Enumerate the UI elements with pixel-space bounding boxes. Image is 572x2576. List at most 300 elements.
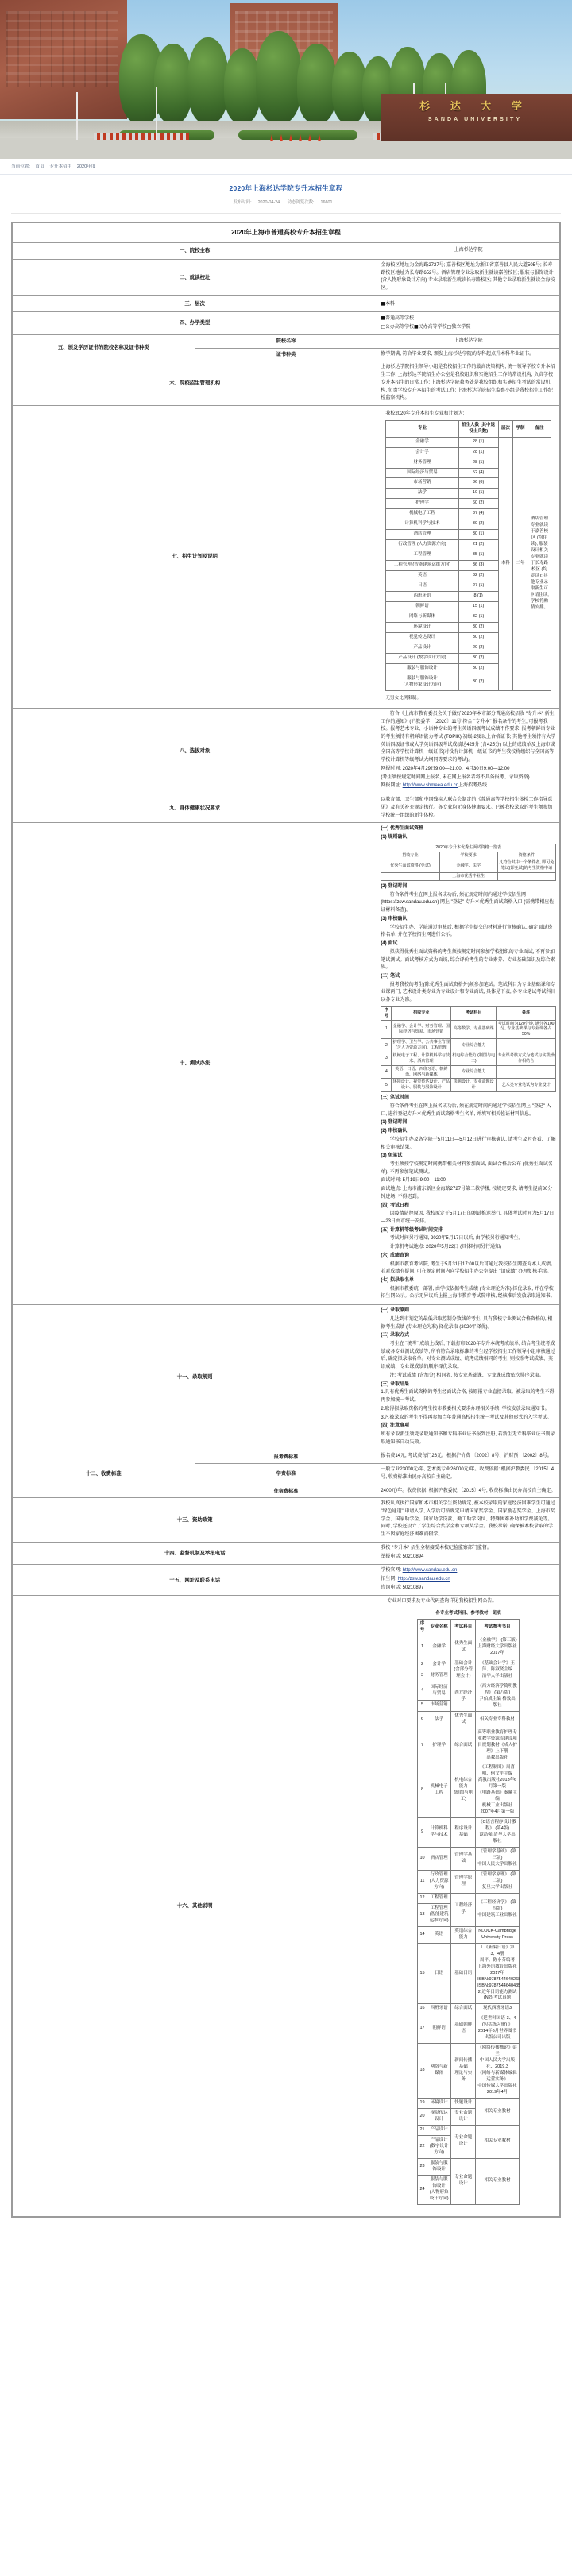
subject-row — [418, 1893, 520, 1903]
row-financial-aid — [13, 1498, 560, 1543]
sup-p1: 我校 "专升本" 招生全程接受本校纪检监察部门监督。 — [381, 1545, 492, 1551]
ar-p5: 2.取得拟录取资格的考生按市教委相关要求办理相关手续, 学校发放录取通知书。 — [381, 1406, 550, 1412]
subject-major: 计算机科学与技术 — [427, 1818, 451, 1848]
subject-book: 《延世韩国语-3、4 (包括练习册) 》 2014年6月世界图书出版公司出版 — [476, 2014, 520, 2044]
exam-cell — [497, 1065, 556, 1079]
hedge-right — [238, 130, 358, 140]
subject-no: 10 — [418, 1848, 427, 1871]
subject-book: 《工程制图》周喜明、何文平主编 高教出版社2013年6月第一版 《电路基础》秦曦主编 机械工业出版社2007年4月第一版 — [476, 1763, 520, 1818]
exam-row — [381, 1065, 556, 1079]
row-other-notes — [13, 1596, 560, 2216]
subject-no: 20 — [418, 2109, 427, 2126]
label-test-methods: 十、测试办法 — [13, 823, 377, 1305]
est-cell — [381, 873, 439, 881]
subject-book: 1.《新编日语》第3、4册 周平、陈小芬编著 上海外语教育出版社2017年ISBN:9787544640268 ISBN:9787544640435 2.近年日语能力测试 (N2) 考试真题 — [476, 1943, 520, 2004]
subject-no: 14 — [418, 1926, 427, 1943]
t-h7: (七) 拟录取名单 — [381, 1278, 414, 1283]
plan-major: 法学 — [386, 489, 458, 499]
subject-reference-table — [417, 1619, 520, 2205]
subject-row — [418, 2044, 520, 2099]
subject-row — [418, 1943, 520, 2004]
plan-count: 36 (3) — [458, 561, 498, 571]
exam-cell: 艺术类专业笔试为专业设计 — [497, 1079, 556, 1092]
subject-major: 机械电子工程 — [427, 1763, 451, 1818]
subject-no: 22 — [418, 2135, 427, 2158]
subject-no: 18 — [418, 2044, 427, 2099]
sub-col-2: 考试科目 — [451, 1620, 476, 1636]
official-site-label: 学校官网: — [381, 1568, 403, 1574]
plan-major: 金融学 — [386, 437, 458, 447]
plan-major: 环境设计 — [386, 623, 458, 633]
exam-row — [381, 1039, 556, 1052]
t-h3-1: (1) 登记时间 — [381, 1120, 408, 1126]
contact-official-line — [381, 1567, 556, 1575]
t-h1-4: (4) 面试 — [381, 941, 398, 947]
exam-cell: 护理学、卫生学、公共事业管理 (含人力资源方向)、工程管理 — [392, 1039, 451, 1052]
label-fee-tuition: 学费标准 — [195, 1464, 377, 1485]
value-financial-aid: 我校认真执行国家和本市相关学生资助规定, 被本校录取的家庭经济困难学生可通过 "绿色通道" 申请入学, 入学后可按规定申请国家奖学金、国家励志奖学金、上海市奖学金、国家助学金、国家助学贷款、勤工助学岗位、特殊困难补助和学费减免等。同时, 学校还设立了学生综合奖学金和专项奖学金。我校承诺: 确保被本校录取的学生不因家庭经济困难而辍学。 — [377, 1498, 560, 1543]
row-school-type — [13, 312, 560, 334]
subject-major: 服装与服饰设计 (人物形象设计方向) — [427, 2175, 451, 2204]
subject-exam: 新闻传播基础 理论与实务 — [451, 2044, 476, 2099]
subject-major: 视觉传达设计 — [427, 2109, 451, 2126]
subject-exam: 专业命题设计 — [451, 2125, 476, 2158]
subject-exam: 综合面试 — [451, 2004, 476, 2014]
plan-count: 27 (1) — [458, 581, 498, 592]
est-col-1: 学校要求 — [439, 852, 497, 859]
label-level: 三、层次 — [13, 295, 377, 312]
row-fee-exam — [13, 1450, 560, 1464]
campus-banner-image — [0, 0, 572, 159]
subject-book: 《基础会计学》王萍、陈淑贤主编 清华大学出版社 — [476, 1659, 520, 1682]
col-remark: 备注 — [528, 420, 551, 437]
value-campus-address: 金海校区地址为金海路2727号; 嘉善校区地址为浙江省嘉善县人民大道505号; 长寿路校区地址为长寿路652号。酒店管理专业录取新生就读嘉善校区; 服装与服饰设计 (含人物形象设计方向) 专业录取新生就读长寿路校区; 其他专业录取新生就读金海校区。 — [377, 260, 560, 296]
subject-major: 朝鲜语 — [427, 2014, 451, 2044]
col-count: 招生人数 (其中退役士兵数) — [458, 420, 498, 437]
eligibility-url-line — [381, 782, 556, 790]
admission-site-link[interactable]: http://zsw.sandau.edu.cn — [397, 1577, 450, 1582]
subject-row — [418, 1682, 520, 1700]
subject-row — [418, 1848, 520, 1871]
excellent-student-table — [381, 844, 556, 881]
exam-cell: 5 — [381, 1079, 392, 1092]
value-fee-dorm: 2400元/年。收费依据: 根据沪教委民 〔2015〕4号, 收费标准由民办高校自主确定。 — [377, 1485, 560, 1498]
subject-no: 21 — [418, 2125, 427, 2135]
subject-book: 《C语言程序设计教程》 (第4版) 谭浩强 清华大学出版社 — [476, 1818, 520, 1848]
subject-exam: 优秀生面试 — [451, 1636, 476, 1659]
subject-no: 9 — [418, 1818, 427, 1848]
value-level: ■本科 — [377, 295, 560, 312]
subject-no: 3 — [418, 1670, 427, 1682]
subject-major: 法学 — [427, 1711, 451, 1728]
subject-row — [418, 2004, 520, 2014]
subject-row — [418, 1871, 520, 1894]
plan-major: 西班牙语 — [386, 592, 458, 602]
plan-major: 工程管理 — [386, 550, 458, 561]
value-contact — [377, 1565, 560, 1596]
plan-count: 60 (2) — [458, 499, 498, 509]
value-school-name: 上海杉达学院 — [377, 243, 560, 260]
t-exam: 报考我校的考生(除优秀生面试资格外)须参加笔试。笔试科目为专业基础课和专业课两门, 艺术设计类专业为专业设计和专业面试, 具体见下表, 各专业笔试考试科目以各专业为准。 — [381, 982, 556, 1003]
subject-no: 5 — [418, 1700, 427, 1711]
subject-book: 《工程经济学》 (第四版) 中国建筑工业出版社 — [476, 1893, 520, 1926]
plan-count: 30 (2) — [458, 519, 498, 530]
subject-book: 相关专业教材 — [476, 2125, 520, 2158]
ar-p6: 3.凡被录取的考生不得再参加当年普通高校招生统一考试及其他形式的入学考试。 — [381, 1415, 552, 1420]
subject-no: 7 — [418, 1728, 427, 1763]
t-h1: (一) 优秀生面试资格 — [381, 826, 423, 832]
subject-book: NLOCK-Cambridge University Press — [476, 1926, 520, 1943]
plan-intro: 我校2020年专升本招生专业和计划为: — [385, 411, 465, 416]
reg-url-link[interactable]: http://www.shmeea.edu.cn — [402, 783, 459, 789]
plan-count: 28 (1) — [458, 437, 498, 447]
reg-url-label: 网报网址: — [381, 783, 403, 789]
subject-major: 网络与新媒体 — [427, 2044, 451, 2099]
official-site-link[interactable]: http://www.sandau.edu.cn — [402, 1568, 458, 1574]
university-name-cn: 杉 达 大 学 — [419, 100, 531, 112]
t-reg: 符合条件考生在网上报名成功后, 须在规定时间内通过学校招生网 (https://zsw.sandau.edu.cn) 网上 "登记" 专升本优秀生面试资格入口 (需携带相应佐证材料备查)。 — [381, 892, 555, 913]
exam-row — [381, 1020, 556, 1039]
exam-subject-table — [381, 1006, 556, 1092]
plan-header-row — [386, 420, 551, 437]
subject-exam: 工程经济学 — [451, 1893, 476, 1926]
breadcrumb-item-category[interactable]: 专升本招生 — [49, 164, 72, 169]
doc-title: 2020年上海市普通高校专升本招生章程 — [13, 223, 560, 243]
row-enrollment-plan — [13, 405, 560, 708]
value-school-type — [377, 312, 560, 334]
exam-cell: 1 — [381, 1020, 392, 1039]
subject-book: 相关专业专科教材 — [476, 1711, 520, 1728]
row-certificate-issuer — [13, 334, 560, 348]
subject-row — [418, 1711, 520, 1728]
row-school-name — [13, 243, 560, 260]
exam-cell: 4 — [381, 1065, 392, 1079]
row-campus-address — [13, 260, 560, 296]
plan-count: 30 (2) — [458, 623, 498, 633]
subject-book: 《金融学》 (第三版) 上海财经大学出版社2017年 — [476, 1636, 520, 1659]
subject-major: 市场营销 — [427, 1700, 451, 1711]
ex-col-3: 备注 — [497, 1006, 556, 1020]
value-enrollment-plan — [377, 405, 560, 708]
views-count: 16601 — [320, 200, 333, 206]
subject-major: 工程管理 — [427, 1893, 451, 1903]
row-admin-org — [13, 361, 560, 406]
breadcrumb-item-home[interactable]: 首页 — [35, 164, 44, 169]
t-t2: 学校招生办及各学院于5月11日—5月12日进行审核确认, 请考生及时查看、了解相关审核结果。 — [381, 1137, 556, 1150]
value-test-methods — [377, 823, 560, 1305]
plan-count: 15 (1) — [458, 602, 498, 612]
plan-major: 机械电子工程 — [386, 509, 458, 519]
value-other-notes — [377, 1596, 560, 2216]
subject-major: 国际经济与贸易 — [427, 1682, 451, 1700]
subject-row — [418, 1659, 520, 1670]
subject-row — [418, 2125, 520, 2135]
plan-footnote: 无男女比例限制。 — [385, 695, 422, 701]
ex-col-0: 序号 — [381, 1006, 392, 1020]
subject-exam: 综合面试 — [451, 1728, 476, 1763]
est-header-row — [381, 852, 556, 859]
subject-book: 相关专业教材 — [476, 2099, 520, 2126]
t-h4: (四) 考试日程 — [381, 1203, 409, 1208]
eligibility-p1: 符合《上海市教育委员会关于做好2020年本市部分普通高校招收 "专升本" 新生工作的通知》(沪教委学 〔2020〕11号)符合 "专升本" 报名条件的考生, 可报考我校。报考艺术专业、小语种专业的考生英语四级考试成绩不作要求; 报考朝鲜语专业的考生须持有朝鲜语能力考试 (TOPIK) 初级-2及以上合格证书; 其他考生须持有大学英语四级证书或大学英语四级考试成绩达425分 (含425分) 以上的成绩单及上海市或全国高等学校计算机一级证书(对没有计算机一级证书的考生我校将组织与全国高等学校计算机等级考试大纲同等要求的考试)。 — [381, 711, 556, 763]
plan-count: 28 (1) — [458, 458, 498, 468]
col-duration: 学制 — [513, 420, 528, 437]
subject-book: 《西方经济学简明教程》 (第八版) 尹伯成主编 格致出版社 — [476, 1682, 520, 1711]
label-issuer-name: 院校名称 — [195, 334, 377, 348]
breadcrumb-item-year[interactable]: 2020年度 — [76, 164, 96, 169]
subject-major: 环境设计 — [427, 2099, 451, 2109]
est-cell — [497, 873, 555, 881]
subject-major: 工程管理 (智能建筑运维方向) — [427, 1903, 451, 1926]
label-fee-exam: 报考费标准 — [195, 1450, 377, 1464]
t-h3-3: (3) 免笔试 — [381, 1153, 403, 1159]
label-supervision: 十四、监督机制及举报电话 — [13, 1542, 377, 1564]
plan-major: 英语 — [386, 571, 458, 581]
t-h5: (五) 计算机等级考试时间安排 — [381, 1227, 443, 1233]
subject-no: 12 — [418, 1893, 427, 1903]
subject-major: 服装与服饰设计 — [427, 2158, 451, 2175]
t-e2: 计算机考试地点: 2020年5月22日 (具体时间另行通知) — [389, 1245, 502, 1250]
plan-count: 30 (2) — [458, 633, 498, 643]
est-title-row — [381, 844, 556, 852]
t-t5: 面试地点: 上海市浦东新区金海路2727号第二教学楼, 按规定要求, 请考生提前30分钟进场, 不得迟到。 — [381, 1187, 553, 1199]
subject-row — [418, 1818, 520, 1848]
t-h1-2: (2) 登记时间 — [381, 884, 408, 890]
subject-exam: 专业命题设计 — [451, 2158, 476, 2204]
ar-h1: (一) 录取原则 — [381, 1308, 409, 1314]
subject-major: 行政管理 (人力资源方向) — [427, 1871, 451, 1894]
breadcrumb-prefix: 当前位置: — [11, 164, 30, 169]
label-school-type: 四、办学类型 — [13, 312, 377, 334]
plan-major: 产品设计 — [386, 643, 458, 653]
doc-title-row — [13, 223, 560, 243]
plan-major: 产品设计 (数字设计方向) — [386, 653, 458, 663]
row-supervision — [13, 1542, 560, 1564]
plan-major: 工程管理 (智能建筑运维方向) — [386, 561, 458, 571]
ar-h3: (三) 录取结果 — [381, 1381, 409, 1387]
contact-phone: 咨询电话: 50210897 — [381, 1585, 424, 1590]
subject-major: 日语 — [427, 1943, 451, 2004]
ex-col-1: 招收专业 — [392, 1006, 451, 1020]
plan-count: 35 (1) — [458, 550, 498, 561]
eligibility-reg-time: 网报时间: 2020年4月29日9:00—21:00、4月30日9:00—12:00 — [381, 766, 510, 771]
value-cert-kind: 修学期满, 符合毕业要求, 颁发上海杉达学院的专科起点升本科毕业证书。 — [377, 348, 560, 361]
subject-no: 1 — [418, 1636, 427, 1659]
row-level — [13, 295, 560, 312]
label-campus-address: 二、就读校址 — [13, 260, 377, 296]
t-t3: 考生须按学校规定时间携带相关材料参加面试, 面试合格后公布 (优秀生面试名单), 不再参加笔试测试。 — [381, 1161, 553, 1175]
subject-no: 6 — [418, 1711, 427, 1728]
plan-major: 网络与新媒体 — [386, 612, 458, 623]
est-col-2: 资格条件 — [497, 852, 555, 859]
t-h3-2: (2) 审核确认 — [381, 1129, 408, 1134]
exam-cell: 2 — [381, 1039, 392, 1052]
exam-cell: 快题设计、专业命题设计 — [451, 1079, 497, 1092]
subject-exam: 管理学基础 — [451, 1848, 476, 1871]
subject-no: 15 — [418, 1943, 427, 2004]
est-cell: 上海市优秀毕业生 — [439, 873, 497, 881]
exam-cell: 考试时间为120分钟, 满分各100分, 专业基础课与专业课各占50% — [497, 1020, 556, 1039]
plan-row — [386, 437, 551, 447]
publish-date: 2020-04-24 — [257, 200, 280, 206]
subject-major: 英语 — [427, 1926, 451, 1943]
subject-major: 产品设计 — [427, 2125, 451, 2135]
article-meta — [11, 194, 561, 214]
plan-count: 30 (2) — [458, 674, 498, 690]
t-s1: 根据市教育考试院, 考生于5月31日17:00以后可通过我校招生网查询本人成绩。若对成绩有疑问, 可在规定时间内向学校招生办公室提出 "请成绩" 办理复核手续。 — [381, 1261, 556, 1275]
exam-cell: 高等数学、专业基础课 — [451, 1020, 497, 1039]
row-eligibility — [13, 708, 560, 794]
est-row — [381, 873, 556, 881]
breadcrumb — [0, 159, 572, 175]
ar-p4: 1.具有优秀生面试资格的考生经面试合格, 按原报专业直接录取。被录取的考生不得再参加统一考试。 — [381, 1390, 555, 1404]
plan-major: 计算机科学与技术 — [386, 519, 458, 530]
subject-book: 相关专业教材 — [476, 2158, 520, 2204]
exam-cell: 机械电子工程、计算机科学与技术、酒店管理 — [392, 1052, 451, 1065]
subject-exam: 优秀生面试 — [451, 1711, 476, 1728]
subject-exam: 基础会计 (含部分管理会计) — [451, 1659, 476, 1682]
label-health: 九、身体健康状况要求 — [13, 794, 377, 823]
subject-exam: 西方经济学 — [451, 1682, 476, 1711]
est-cell: 凡符合其中一个条件者, 即可免笔试(即免试)的考生资格申请 — [497, 859, 555, 873]
t-t4: 面试时间: 5月19日9:00—11:00 — [381, 1178, 446, 1184]
row-admission-rules — [13, 1305, 560, 1450]
plan-count: 52 (4) — [458, 468, 498, 478]
value-issuer-name: 上海杉达学院 — [377, 334, 560, 348]
plan-major: 酒店管理 — [386, 530, 458, 540]
t-h6: (六) 成绩查询 — [381, 1253, 409, 1258]
plan-major: 朝鲜语 — [386, 602, 458, 612]
subject-row — [418, 2014, 520, 2044]
subject-major: 金融学 — [427, 1636, 451, 1659]
label-fee-dorm: 住宿费标准 — [195, 1485, 377, 1498]
label-financial-aid: 十三、资助政策 — [13, 1498, 377, 1543]
exam-cell: 专业综合能力 — [451, 1039, 497, 1052]
exam-cell: 机电综合能力 (制图与电工) — [451, 1052, 497, 1065]
est-row — [381, 859, 556, 873]
plan-major: 服装与服饰设计 (人物形象设计方向) — [386, 674, 458, 690]
plan-count: 30 (2) — [458, 663, 498, 674]
t-audit: 学校招生办、学院通过审核后, 根据学生提交的材料进行审核确认, 确定面试资格名单, 并在学校招生网进行公示。 — [381, 925, 553, 938]
t-t1: 符合条件考生在网上报名成功后, 须在规定时间内通过学校招生网上 "登记" 入口, 进行登记专升本优秀生面试资格考生名单, 并填写相关佐证材料信息。 — [381, 1103, 551, 1117]
plan-major: 护理学 — [386, 499, 458, 509]
subject-major: 会计学 — [427, 1659, 451, 1670]
t-h2: (二) 笔试 — [381, 973, 400, 979]
label-fees: 十二、收费标准 — [13, 1450, 195, 1498]
subject-row — [418, 1926, 520, 1943]
exam-cell: 英语、日语、西班牙语、朝鲜语、网络与新媒体 — [392, 1065, 451, 1079]
plan-major: 视觉传达设计 — [386, 633, 458, 643]
plan-major: 行政管理 (人力资源方向) — [386, 540, 458, 550]
plan-count: 21 (2) — [458, 540, 498, 550]
school-type-line2: □公办高等学校■民办高等学校□独立学院 — [381, 324, 471, 330]
label-admin-org: 六、院校招生管理机构 — [13, 361, 377, 406]
subject-no: 8 — [418, 1763, 427, 1818]
subject-exam: 英语综合能力 — [451, 1926, 476, 1943]
ar-p7: 所有录取新生须凭录取通知书和专科毕业证书报到注册, 若新生无专科毕业证书则录取通知书自动失效。 — [381, 1431, 555, 1445]
t-e1: 考试时间另行通知, 2020年5月17日以后, 由学校另行通知考生。 — [389, 1236, 524, 1242]
subject-header-row — [418, 1620, 520, 1636]
plan-major: 会计学 — [386, 447, 458, 458]
subject-exam: 专业命题设计 — [451, 2109, 476, 2126]
subject-no: 4 — [418, 1682, 427, 1700]
subject-no: 13 — [418, 1903, 427, 1926]
label-certificate: 五、颁发学历证书的院校名称及证书种类 — [13, 334, 195, 361]
subject-exam: 基础日语 — [451, 1943, 476, 2004]
subject-book: 现代西班牙语3 — [476, 2004, 520, 2014]
subject-exam: 程序设计基础 — [451, 1818, 476, 1848]
plan-level: 本科 — [498, 437, 513, 690]
plan-major: 财务管理 — [386, 458, 458, 468]
university-name-en: SANDA UNIVERSITY — [427, 117, 523, 122]
plan-count: 32 (2) — [458, 571, 498, 581]
t-h1-1: (1) 规则确认 — [381, 834, 408, 840]
col-level: 层次 — [498, 420, 513, 437]
plan-count: 36 (6) — [458, 478, 498, 489]
value-fee-tuition: 一般专业23000元/年, 艺术类专业26000元/年。收费依据: 根据沪教委民 〔2015〕4号, 收费标准由民办高校自主确定。 — [377, 1464, 560, 1485]
subject-no: 19 — [418, 2099, 427, 2109]
admission-site-label: 招生网: — [381, 1577, 398, 1582]
label-school-name: 一、院校全称 — [13, 243, 377, 260]
subject-major: 产品设计 (数字设计方向) — [427, 2135, 451, 2158]
ar-p3: 注: 考试成绩 (含加分) 相同者, 按专业基础课、专业课成绩依次排序录取。 — [389, 1373, 544, 1378]
subject-no: 23 — [418, 2158, 427, 2175]
row-health — [13, 794, 560, 823]
col-major: 专业 — [386, 420, 458, 437]
school-type-line1: ■普通高等学校 — [381, 315, 414, 322]
exam-cell: 金融学、会计学、财务管理、国际经济与贸易、市场营销 — [392, 1020, 451, 1039]
subject-no: 16 — [418, 2004, 427, 2014]
enrollment-plan-table — [385, 420, 551, 691]
label-cert-kind: 证书种类 — [195, 348, 377, 361]
subject-table-title: 各专业考试科目、参考教材一览表 — [435, 1611, 501, 1616]
building-left — [0, 0, 127, 119]
exam-header-row — [381, 1006, 556, 1020]
plan-remark: 酒店管理专业就读于嘉善校区 (均住读); 服装设计相关专业就读于长寿路校区 (均走读); 其他专业录取新生可申请住读, 学校将酌情安排。 — [528, 437, 551, 690]
admissions-document — [11, 222, 561, 2217]
gate-barrier-left — [94, 133, 189, 140]
plan-count: 10 (1) — [458, 489, 498, 499]
subject-no: 2 — [418, 1659, 427, 1670]
subject-no: 24 — [418, 2175, 427, 2204]
subject-row — [418, 1636, 520, 1659]
row-contact — [13, 1565, 560, 1596]
plan-major: 服装与服饰设计 — [386, 663, 458, 674]
ar-h4: (四) 注意事项 — [381, 1423, 409, 1429]
sub-col-3: 考试参考书目 — [476, 1620, 520, 1636]
ar-p1: 凡达到市划定的最低录取控制分数线的考生, 具有我校专业测试合格资格的, 根据考生成绩 (专业理论为准) 择优录取 (2020年择优)。 — [381, 1316, 553, 1330]
exam-cell — [497, 1039, 556, 1052]
subject-book: 高等职业教育护理专业教学资源库建设项目规划教材《成人护理》上下册 高教出版社 — [476, 1728, 520, 1763]
plan-count: 8 (1) — [458, 592, 498, 602]
t-r1: 根据市教委统一部署, 由学校依据考生成绩 (专业理论为准) 择优录取, 并在学校招生网公示。公示无异议后上报上海市教育考试院审核, 经核准后发放录取通知书。 — [381, 1286, 555, 1300]
ar-p2: 考生在 "统考" 成绩上线后, 下载打印2020年专升本统考成绩单, 结合考生统考成绩或各专业测试成绩等, 所有符合录取标准的考生经学校招生工作领导小组审核通过后, 确定拟录取名单。对专业测试成绩、统考成绩相同的考生, 则按照考试成绩、英语成绩、专业课成绩的顺序择优录取。 — [381, 1342, 555, 1370]
exam-row — [381, 1052, 556, 1065]
value-admin-org: 上海杉达学院招生领导小组是我校招生工作的最高决策机构, 统一领导学校专升本招生工作; 上海杉达学院招生办公室是我校组织和实施招生工作的常设机构, 负责学校专升本招生的日常工作; 上海杉达学院教务处是我校组织和实施招生考试的常设机构, 负责学校专升本招生的考试工作; 上海杉达学院招生监察小组是我校招生工作纪检监察机构。 — [377, 361, 560, 406]
subject-book: 《网络传播概论》彭兰 中国人民大学出版社、2019.3 《网络与新媒体编辑运营实务》 中国传媒大学出版社2019年4月 — [476, 2044, 520, 2099]
plan-count: 28 (1) — [458, 447, 498, 458]
plan-major: 日语 — [386, 581, 458, 592]
subject-major: 西班牙语 — [427, 2004, 451, 2014]
value-eligibility — [377, 708, 560, 794]
value-supervision — [377, 1542, 560, 1564]
views-label: 动态浏览次数: — [287, 200, 315, 206]
flag-pole-2 — [156, 87, 157, 140]
subject-row — [418, 1728, 520, 1763]
plan-major: 市场营销 — [386, 478, 458, 489]
flag-pole-1 — [76, 92, 78, 140]
ar-h2: (二) 录取方式 — [381, 1333, 409, 1338]
